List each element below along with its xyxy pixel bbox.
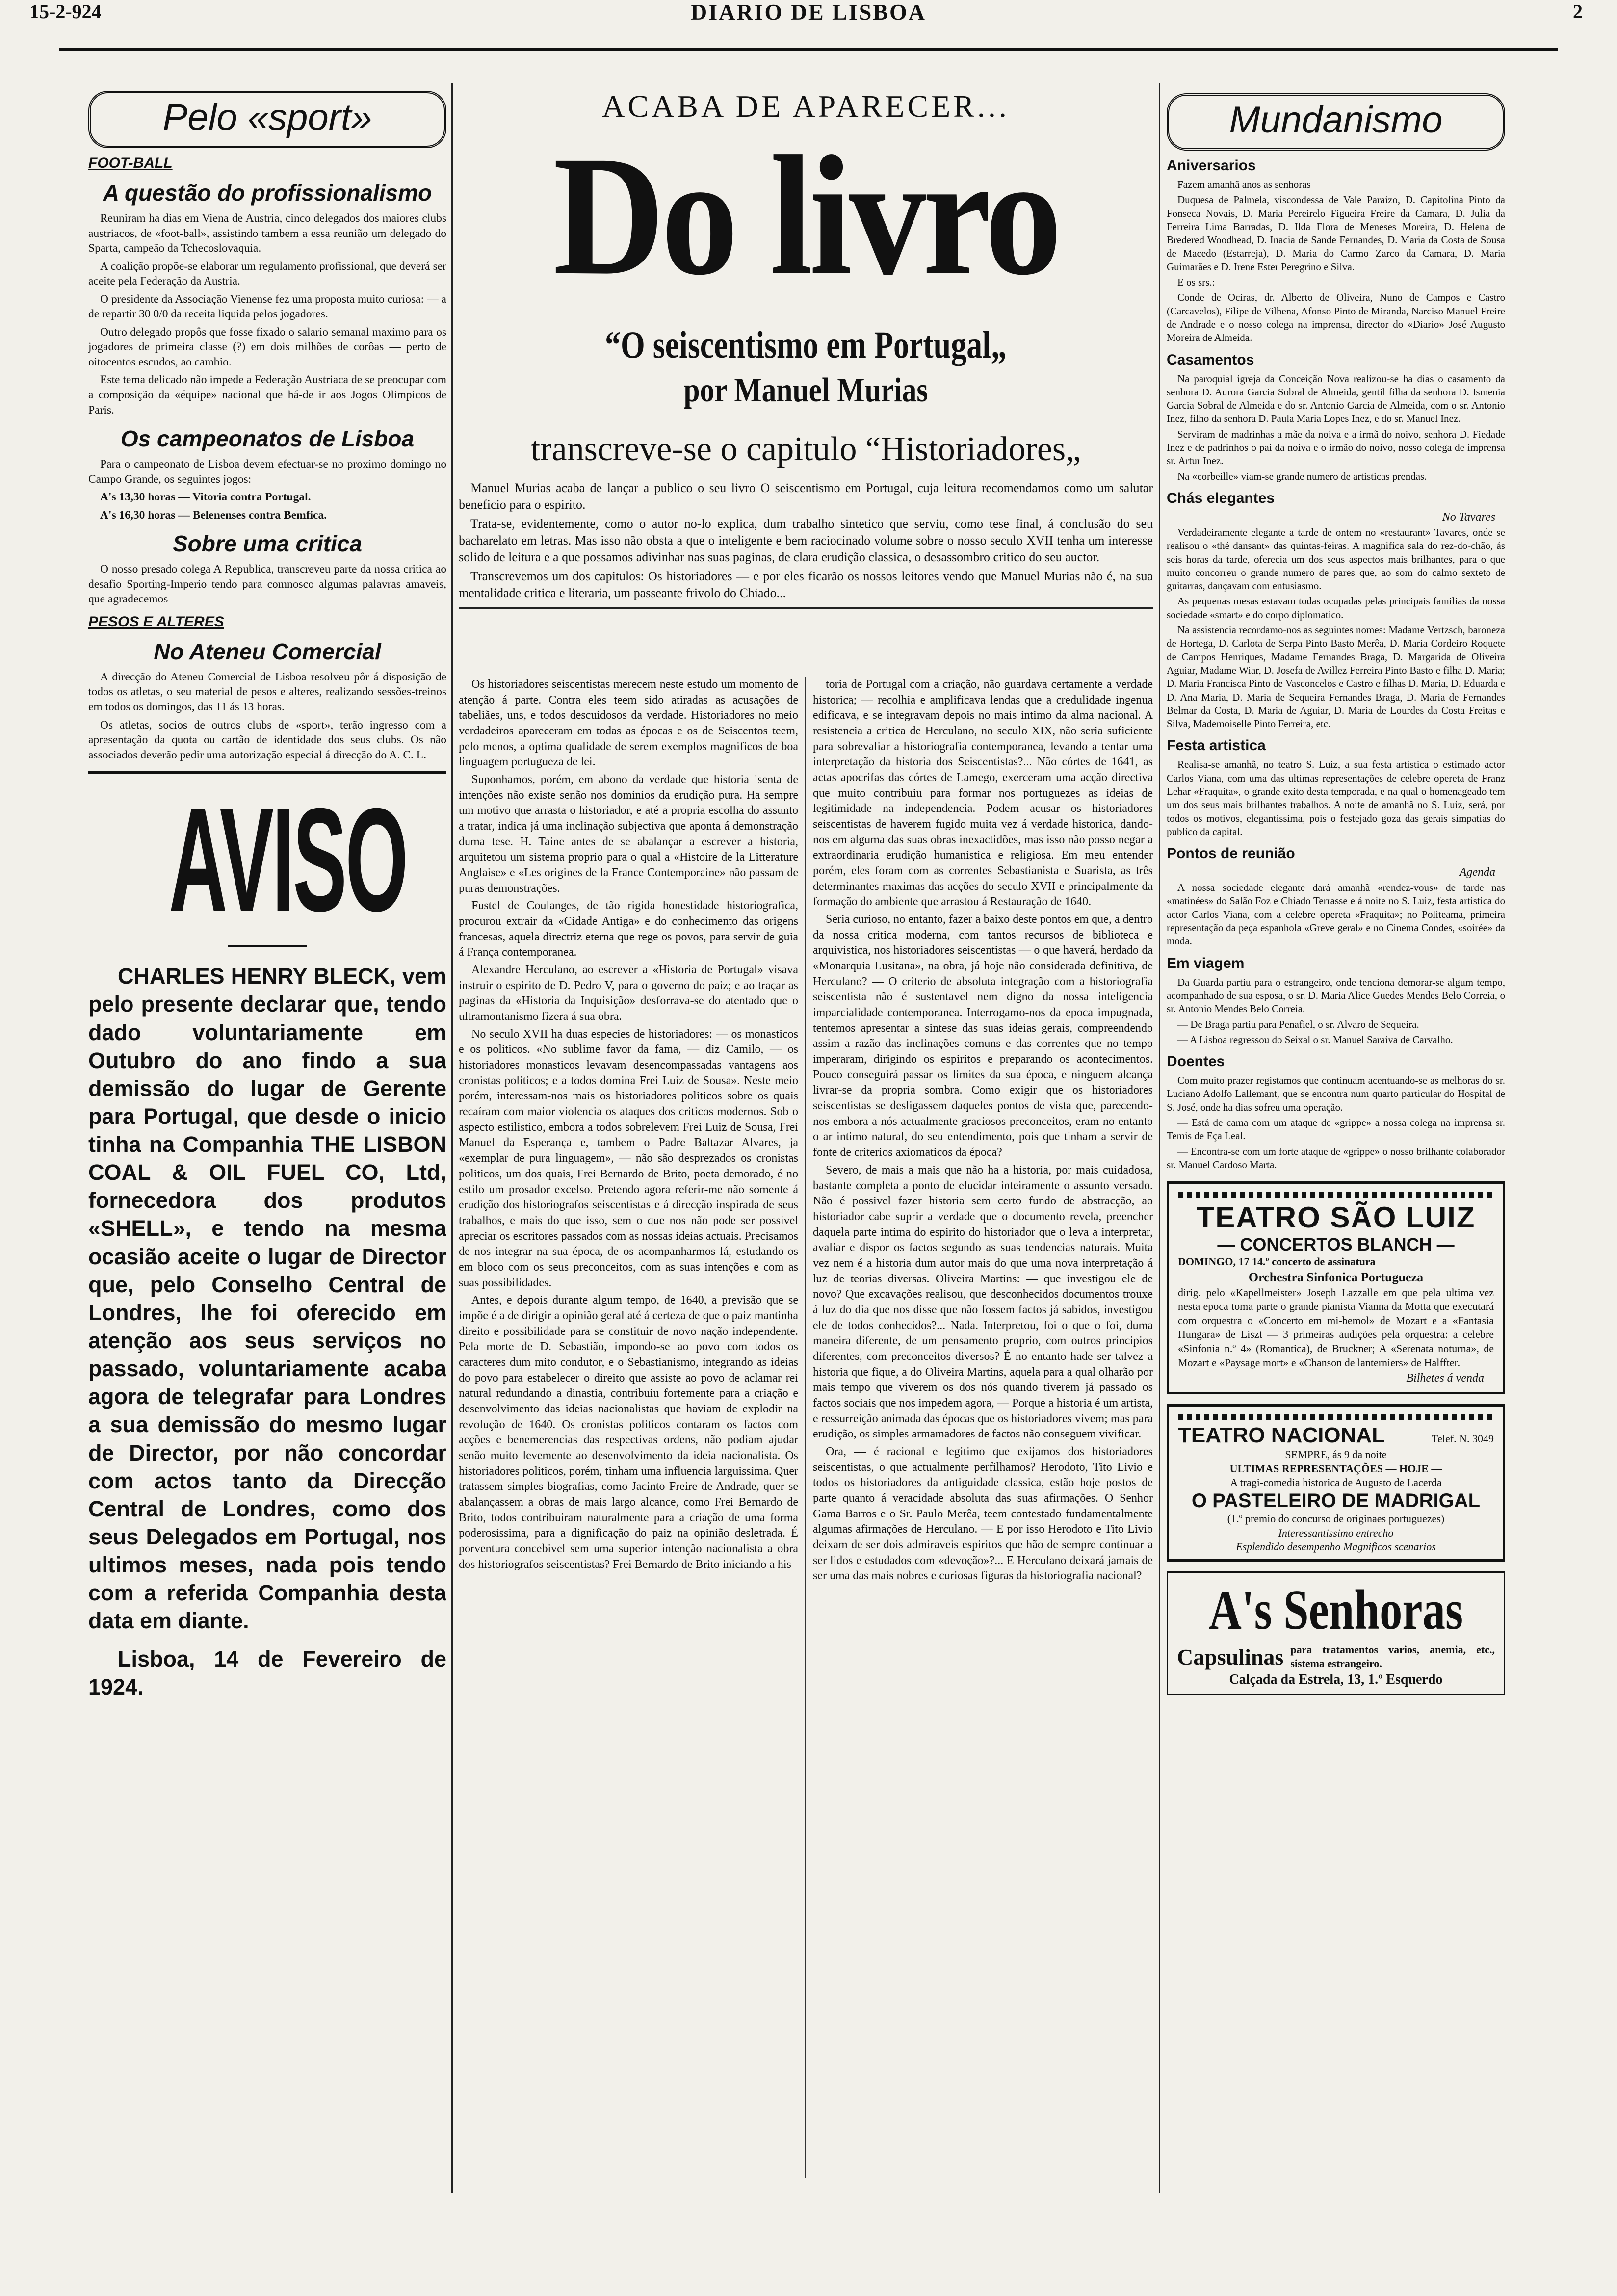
paragraph: E os srs.:	[1177, 276, 1215, 288]
paragraph: Suponhamos, porém, em abono da verdade que historia isenta de intenções não existe senão nos dominios da erudição pura. Ha sempre um motivo que arrasta o historiador, e até a propria escolha do assunto a tratar, indica já uma inclinação subjectiva que aponta á demonstração duma tese. H. Taine antes de se abalançar a escrever a historia, arquitetou um sistema proprio para o qual a «Histoire de la Litterature Anglaise» e «Les origines de la France Contemporaine» não passam de puras demonstrações.	[459, 773, 798, 895]
inner-column-divider	[805, 677, 806, 2178]
advert-brand: Capsulinas	[1177, 1644, 1284, 1670]
paragraph: Realisa-se amanhã, no teatro S. Luiz, a sua festa artistica o estimado actor Carlos Viana, com uma das ultimas representações de celebre opereta de Franz Lehar «Fraquita», o grande exito desta temporada, e na qual o homenageado tem um dos seus mais brilhantes trabalhos. A noite de amanhã no S. Luiz, será, por todos os motivos, elegantissima, pois o festejado goza das gerais simpatias do publico da capital.	[1167, 758, 1505, 837]
pesos-kicker: PESOS E ALTERES	[88, 613, 224, 630]
paragraph: — Está de cama com um ataque de «grippe» a nossa colega na imprensa sr. Temis de Eça Leal.	[1167, 1117, 1505, 1142]
article-viagem	[1167, 976, 1505, 1046]
center-column	[459, 88, 1153, 2178]
advert-teatro-sao-luiz	[1167, 1181, 1505, 1394]
paragraph: Seria curioso, no entanto, fazer a baixo deste pontos em que, a dentro da nossa critica moderna, com tantos recursos de biblioteca e arquivistica, nos historiadores seiscentistas — o que haverá, herdado da «Monarquia Lusitana», na obra, já hoje não considerada definitiva, de Herculano? — O criterio de absoluta integração com a historiografia seiscentista não é sustentavel nem digno da nossa inteligencia imparcialidade contemporanea. Interrogamo-nos da epoca impugnada, tentemos apresentar a sintese das suas ideias gerais, compreendendo assim a razão das inclinações comuns e das correntes que no tempo imperaram, dirigindo os espiritos e preparando os acontecimentos. Pouco conseguirá passar os limites da sua época, e ninguem alcança livrar-se da propria sombra. Como exigir que os historiadores seiscentistas se desligassem daqueles pontos de vista que, parecendo-nos embora a nós actualmente graciosos preconceitos, eram no entanto o ar intimo natural, do seu entendimento, pois que tinham a servir de fonte de criterios axiomaticos da época?	[813, 913, 1153, 1159]
paragraph: Os atletas, socios de outros clubs de «sport», terão ingresso com a apresentação da quota ou cartão de identidade dos seus clubs. Os não associados deverão pedir uma autorização especial á direcção do A. C. L.	[88, 718, 446, 761]
article-aniversarios	[1167, 178, 1505, 345]
paragraph: — A Lisboa regressou do Seixal o sr. Manuel Saraiva de Carvalho.	[1177, 1033, 1453, 1045]
article-doentes	[1167, 1074, 1505, 1172]
subhead-book-title: “O seiscentismo em Portugal„	[605, 323, 1007, 366]
aviso-notice	[88, 962, 446, 1701]
paragraph: Ora, — é racional e legitimo que exijamos dos historiadores seiscentistas, o que actualmente perfilhamos? Herodoto, Tito Livio e todos os historiadores da antiguidade classica, estão hoje postos de parte quanto á veracidade absoluta das suas afirmações. O Senhor Gama Barros e o Sr. Paulo Merêa, teem contestado fundamentalmente algumas afirmações de Herculano. — E por isso Herodoto e Tito Livio deixam de ser dois admiraveis espiritos que hão de sempre continuar a ser lidos e estudados com «devoção»?... E Herculano deixará jamais de ser uma das mais nobres e curiosas figuras da historiografia nacional?	[813, 1445, 1153, 1583]
paragraph: Na paroquial igreja da Conceição Nova realizou-se ha dias o casamento da senhora D. Aurora Garcia Sobral de Almeida, gentil filha da senhora D. Ismenia Garcia Sobral de Almeida e do sr. Antonio Garcia de Almeida, com o sr. Antonio Inez, filho da senhora D. Paula Maria Lopes Inez, e do sr. Manuel Inez.	[1167, 372, 1505, 425]
aviso-paragraph: CHARLES HENRY BLECK, vem pelo presente declarar que, tendo dado voluntariamente em Outubro do ano findo a sua demissão do lugar de Gerente para Portugal, que desde o inicio tinha na Companhia THE LISBON COAL & OIL FUEL CO, Ltd, fornecedora dos produtos «SHELL», e tendo na mesma ocasião aceite o lugar de Director que, pelo Conselho Central de Londres, lhe foi oferecido em atenção aos seus serviços no passado, voluntariamente acaba agora de telegrafar para Londres a sua demissão do mesmo lugar de Director, por não concordar com actos tanto da Direcção Central de Londres, como dos seus Delegados em Portugal, nos ultimos meses, nada pois tendo com a referida Companhia desta data em diante.	[88, 964, 446, 1634]
heading-viagem: Em viagem	[1167, 955, 1245, 971]
heading-casamentos: Casamentos	[1167, 351, 1254, 368]
newspaper-title: DIARIO DE LISBOA	[691, 0, 926, 25]
advert-text: para tratamentos varios, anemia, etc., sistema estrangeiro.	[1290, 1643, 1495, 1670]
paragraph: A's 16,30 horas — Belenenses contra Bemfica.	[100, 508, 327, 522]
football-kicker: FOOT-BALL	[88, 155, 173, 171]
paragraph: Os historiadores seiscentistas merecem neste estudo um momento de atenção á parte. Contra eles teem sido atiradas as acusações de tabeliães, uns, e todos descuidosos da verdade. Historiadores no meio verdadeiros apareceram em todas as épocas e os de Seiscentos teem, pelo menos, a optima qualidade de serem exemplos magnificos de boa linguagem portugueza de lei.	[459, 678, 798, 769]
advert-phone: Telef. N. 3049	[1432, 1433, 1494, 1445]
advert-prize: (1.º premio do concurso de originaes portuguezes)	[1227, 1512, 1445, 1525]
advert-line: Interessantissimo entrecho	[1278, 1526, 1394, 1539]
article-ateneu	[88, 670, 446, 762]
chas-subheading: No Tavares	[1442, 510, 1495, 523]
paragraph: Alexandre Herculano, ao escrever a «Historia de Portugal» visava instruir o espirito de D. Pedro V, para o governo do paiz; e ao traçar as paginas da «Historia da Inquisição» desforrava-se do atentado que o ultramontanismo fizera á sua obra.	[459, 964, 798, 1023]
paragraph: A nossa sociedade elegante dará amanhã «rendez-vous» de tarde nas «matinées» do Salão Foz e Chiado Terrasse e á noite no S. Luiz, festa artistica do actor Carlos Viana, com a celebre opereta «Fraquita»; no Politeama, primeira representação da peça espanhola «Greve geral» e no Cinema Condes, «soirée» da moda.	[1167, 882, 1505, 947]
heading-festa: Festa artistica	[1167, 737, 1266, 754]
paragraph: Transcrevemos um dos capitulos: Os historiadores — e por eles ficarão os nossos leitores vendo que Manuel Murias não é, na sua mentalidade critica e literaria, um passeante frivolo do Chiado...	[459, 569, 1153, 600]
left-column	[88, 91, 446, 2171]
paragraph: — Encontra-se com um forte ataque de «grippe» o nosso brilhante colaborador sr. Manuel Cardoso Marta.	[1167, 1145, 1505, 1171]
mundanismo-section-title: Mundanismo	[1167, 93, 1505, 151]
paragraph: A direcção do Ateneu Comercial de Lisboa resolveu pôr á disposição de todos os atletas, o seu material de pesos e alteres, realizando sessões-treinos em todos os domingos, das 11 ás 13 horas.	[88, 670, 446, 714]
advert-footer: Bilhetes á venda	[1406, 1372, 1484, 1385]
paragraph: Severo, de mais a mais que não ha a historia, por mais cuidadosa, bastante completa a ponto de elucidar inteiramente o assunto versado. Não é possivel fazer historia sem certo fundo de abstracção, ao historiador cabe suprir a verdade que o documento revela, preencher daquela parte intima do espirito do historiador que o leva a interpretar, avaliar e dispor os factos segundo as suas tendencias naturais. Muita vez nem é a historia dum autor mais do que uma nova interpretação á luz de teorias diversas. Oliveira Martins: — que investigou ele de novo? Que excavações realisou, que desconhecidos documentos trouxe á luz do dia que nos disse que não fossem factos já sabidos, investigou ele de todos conhecidos?... Nada. Interpretou, foi o que o foi, duma maneira diferente, de um pensamento proprio, com outros principios diferentes, com preconceitos diversos? É no entanto hade ser talvez a historia que fique, a do Oliveira Martins, aquela para a qual olharão por mais tempo que viverem os dos nós quando tiverem já passado os factos sociais que nos impedem agora, — Porque a historia é um artista, e ressurreição animada das épocas que os historiadores vivem; mas para erudição, os simples armamadores de factos não conseguem vivificar.	[813, 1163, 1153, 1441]
paragraph: Reuniram ha dias em Viena de Austria, cinco delegados dos maiores clubs austriacos, de «foot-ball», assistindo tambem a essa reunião um delegado do Sparta, campeão da Tchecoslovaquia.	[88, 212, 446, 255]
heading-chas: Chás elegantes	[1167, 490, 1275, 506]
paragraph: Serviram de madrinhas a mãe da noiva e a irmã do noivo, senhora D. Fiedade Inez e de padrinhos o pai da noiva e o irmão do noivo, nosso colega de imprensa sr. Artur Inez.	[1167, 428, 1505, 467]
advert-title: TEATRO SÃO LUIZ	[1196, 1201, 1476, 1234]
advert-line: SEMPRE, ás 9 da noite	[1285, 1448, 1387, 1461]
section-rule	[88, 771, 446, 774]
kicker-acaba: ACABA DE APARECER...	[602, 89, 1010, 124]
paragraph: Fazem amanhã anos as senhoras	[1177, 179, 1311, 190]
advert-line: Esplendido desempenho Magnificos scenarios	[1236, 1540, 1436, 1553]
column-divider-right	[1159, 83, 1160, 2193]
paragraph: Para o campeonato de Lisboa devem efectuar-se no proximo domingo no Campo Grande, os seguintes jogos:	[88, 458, 446, 486]
paragraph: A's 13,30 horas — Vitoria contra Portugal.	[100, 491, 311, 504]
paragraph: toria de Portugal com a criação, não guardava certamente a verdade historica; — recolhia e amplificava lendas que a credulidade ingenua edificava, e se integravam depois no mais intimo da alma nacional. A resistencia a critica de Herculano, no seculo XIX, não seria suficiente para sobrevaliar a historiografia contemporanea, levando a tentar uma interpretação da historia dos Seiscentistas?... Não córtes de 1641, as actas apocrifas das córtes de Lamego, exerceram uma acção directiva que muito contribuiu para formar nos portuguezes as ideias de legitimidade na independencia. Podem acusar os historiadores seiscentistas de haverem fugido muita vez á verdade historica, dando-nos em alguma das suas obras inexactidões, mas isso não posso negar a extraordinaria erudição humanistica e religiosa. Em meu entender porém, eles foram com as correntes Sebastianista e Suarista, as três determinantes maximas das acções do seculo XVII e principalmente da formação do ambiente que arrastou á Restauração de 1640.	[813, 678, 1153, 909]
sport-section-title: Pelo «sport»	[88, 91, 446, 148]
aviso-signature: Lisboa, 14 de Fevereiro de 1924.	[88, 1646, 446, 1699]
paragraph: A coalição propõe-se elaborar um regulamento profissional, que deverá ser aceite pela Federação da Austria.	[88, 260, 446, 288]
advert-teatro-nacional	[1167, 1404, 1505, 1562]
paragraph: Conde de Ociras, dr. Alberto de Oliveira, Nuno de Campos e Castro (Carcavelos), Filipe de Vilhena, Afonso Pinto de Miranda, Narciso Manuel Freire de Andrade e o nosso colega na imprensa, director do «Diario» José Augusto Moreira de Almeida.	[1167, 291, 1505, 344]
heading-critica: Sobre uma critica	[172, 531, 363, 557]
advert-address: Calçada da Estrela, 13, 1.º Esquerdo	[1229, 1671, 1443, 1687]
paragraph: O presidente da Associação Vienense fez uma proposta muito curiosa: — a de repartir 30 0/0 da receita liquida pelos jogadores.	[88, 292, 446, 321]
pontos-subheading: Agenda	[1459, 866, 1495, 879]
column-divider-left	[451, 83, 453, 2193]
right-column	[1167, 93, 1505, 2173]
subhead-author: por Manuel Murias	[683, 371, 928, 409]
article-profissionalismo	[88, 211, 446, 417]
advert-orchestra: Orchestra Sinfonica Portugueza	[1248, 1270, 1424, 1284]
paragraph: Da Guarda partiu para o estrangeiro, onde tenciona demorar-se algum tempo, acompanhado de sua esposa, o sr. D. Maria Alice Guedes Mendes Belo Correia, o sr. Antonio Mendes Belo Correia.	[1167, 976, 1505, 1015]
heading-aniversarios: Aniversarios	[1167, 157, 1256, 174]
heading-pontos: Pontos de reunião	[1167, 845, 1295, 862]
article-casamentos	[1167, 372, 1505, 483]
advert-line: A tragi-comedia historica de Augusto de Lacerda	[1230, 1476, 1442, 1489]
advert-body: dirig. pelo «Kapellmeister» Joseph Lazzalle em que pela ultima vez nesta epoca toma parte o grande pianista Vianna da Motta que executará com orquestra o «Concerto em mi-bemol» de Mozart e a «Fantasia Hungara» de Liszt — 3 primeiras audições pela orquestra: a celebre «Sinfonia n.º 4» (Romantica), de Bruckner; A «Serenata noturna», de Mozart e «Paysage mort» e «Chanson de lanterniers» de Halffter.	[1178, 1286, 1494, 1369]
paragraph: Trata-se, evidentemente, como o autor no-lo explica, dum trabalho sintetico que serviu, como tese final, á conclusão do seu bacharelato em letras. Mas isso não obsta a que o inteligente e bem raciocinado volume sobre o nosso seculo XVII tenha um interesse solido de leitura e a que possamos adivinhar nas suas paginas, de clara erudição classica, o desassombro critico do seu auctor.	[459, 516, 1153, 565]
paragraph: O nosso presado colega A Republica, transcreveu parte da nossa critica ao desafio Sporting-Imperio tendo para comnosco algumas palavras amaveis, que agradecemos	[88, 563, 446, 606]
heading-profissionalismo: A questão do profissionalismo	[103, 180, 432, 206]
advert-headline: A's Senhoras	[1208, 1578, 1463, 1642]
article-chas	[1167, 526, 1505, 731]
decorative-border	[1178, 1192, 1494, 1198]
paragraph: Outro delegado propôs que fosse fixado o salario semanal maximo para os jogadores de primeira classe (?) em dois milhões de corôas — perto de oitocentos escudos, ao cambio.	[88, 325, 446, 368]
masthead	[0, 0, 1617, 29]
paragraph: Verdadeiramente elegante a tarde de ontem no «restaurant» Tavares, onde se realisou o «thé dansant» das quintas-feiras. A magnifica sala do rez-do-chão, ás seis horas da tarde, oferecia um dos seus aspectos mais brilhantes, para o que muito concorreu o grande numero de pares que, ao som do calmo sexteto de guitarras, dançavam com entusiasmo.	[1167, 526, 1505, 592]
article-column-a	[459, 677, 798, 2178]
advert-play-title: O PASTELEIRO DE MADRIGAL	[1191, 1489, 1481, 1512]
advert-subtitle: — CONCERTOS BLANCH —	[1217, 1234, 1455, 1255]
heading-ateneu: No Ateneu Comercial	[154, 638, 381, 664]
page-number: 2	[1573, 0, 1583, 23]
paragraph: No seculo XVII ha duas especies de historiadores: — os monasticos e os politicos. «No sublime favor da fama, — diz Camilo, — os historiadores monasticos levavam desencompassadas vantagens aos cronistas politicos; e a todos domina Frei Luiz de Sousa». Neste meio porém, interessam-nos mais os historiadores politicos sobre os quais recaíram com maior violencia os ataques dos criticos modernos. Sob o aspecto estilistico, embora a todos sobrelevem Frei Luiz de Sousa, Frei Manuel da Esperança e, tambem o Padre Baltazar Alvares, ja «exemplar de pura linguagem», — não são desprezados os cronistas politicos, um dos quais, Frei Bernardo de Brito, poeta demorado, é no estilo um prosador excelso. Pretendo agora referir-me não somente á erudição dos historiografos seiscentistas e á direcção inspirada de seus trabalhos, e mais do que isso, sem o que nos não pode ser possivel apreciar os escritores passados com as nossas ideias actuais. Precisamos de nos integrar na sua época, de os acompanharmos lá, estudando-os em bloco com os seus preconceitos, com as suas intenções e com as suas possibilidades.	[459, 1027, 798, 1289]
paragraph: — De Braga partiu para Penafiel, o sr. Alvaro de Sequeira.	[1177, 1018, 1419, 1030]
aviso-rule	[228, 945, 307, 947]
article-critica	[88, 562, 446, 607]
aviso-title: AVISO	[169, 777, 407, 942]
advert-title-row	[1178, 1423, 1494, 1448]
article-campeonatos	[88, 457, 446, 522]
paragraph: Manuel Murias acaba de lançar a publico o seu livro O seiscentismo em Portugal, cuja leitura recomendamos como um salutar beneficio para o espirito.	[459, 481, 1153, 512]
paragraph: Na assistencia recordamo-nos as seguintes nomes: Madame Vertzsch, baroneza de Hortega, D. Carlota de Serpa Pinto Basto Merêa, D. Maria Cordeiro Roquete de Campos Henriques, Madame Fernandes Braga, D. Margarida de Oliveira Aguiar, Madame Wiar, D. Josefa de Avillez Ferreira Pinto Basto e filha D. Maria; D. Maria Francisca Pinto de Vasconcelos e Castro e filhas D. Maria, D. Eduarda e D. Ana Maria, D. Maria de Sequeira Fernandes Braga, D. Maria de Fernandes Belmar da Costa, D. Maria de Aguiar, D. Maria de Lourdes da Costa Freitas e Silva, Mademoiselle Pinto Ferreira, etc.	[1167, 624, 1505, 730]
advert-capsulinas	[1167, 1571, 1505, 1696]
paragraph: Fustel de Coulanges, de tão rigida honestidade historiografica, procurou extrair da «Cidade Antiga» e do conhecimento das origens francesas, aquela directriz eterna que rege os povos, para servir de guia á França contemporanea.	[459, 899, 798, 959]
top-rule	[59, 48, 1558, 51]
heading-campeonatos: Os campeonatos de Lisboa	[120, 426, 415, 452]
advert-line: ULTIMAS REPRESENTAÇÕES — HOJE —	[1229, 1462, 1442, 1475]
intro-rule	[459, 607, 1153, 609]
heading-doentes: Doentes	[1167, 1053, 1225, 1070]
article-body	[459, 677, 1153, 2178]
issue-date: 15-2-924	[29, 0, 102, 23]
decorative-border	[1178, 1414, 1494, 1420]
advert-title: TEATRO NACIONAL	[1178, 1423, 1385, 1448]
headline-do-livro: Do livro	[553, 120, 1059, 311]
article-column-b	[813, 677, 1153, 2178]
paragraph: Na «corbeille» viam-se grande numero de artisticas prendas.	[1177, 470, 1427, 482]
paragraph: Com muito prazer registamos que continuam acentuando-se as melhoras do sr. Luciano Adolfo Lallemant, que se encontra num quarto particular do Hospital de S. José, onde ha dias sofreu uma operação.	[1167, 1074, 1505, 1113]
article-intro	[459, 480, 1153, 601]
paragraph: As pequenas mesas estavam todas ocupadas pelas principais familias da nossa sociedade «smart» e do corpo diplomatico.	[1167, 595, 1505, 621]
paragraph: Antes, e depois durante algum tempo, de 1640, a previsão que se impõe é a de dirigir a opinião geral até á certeza de que o paiz mantinha direito e possibilidade para se constituir de novo nação independente. Pela morte de D. Sebastião, impondo-se ao povo com todos os caracteres dum mito condutor, e o Sebastianismo, integrando as ideias do povo para estabelecer o direito que assiste ao povo de aclamar rei natural redundando a dinastia, contribuiu fortemente para a criação e desenvolvimento das ideias nacionalistas que haviam de explodir na revolução de 1640. Os cronistas politicos contaram os factos com acções e benemerencias das respectivas ordens, não podiam ajudar senão muito levemente ao desenvolvimento da ideia nacionalista. Os historiadores politicos, porém, tinham uma influencia larguissima. Quer tratassem simples biografias, como Jacinto Freire de Andrade, quer se abalançassem a obras de mais largo alcance, como Frei Bernardo de Brito, todos contribuiram naturalmente para a criação de uma forma poderosissima, para a dignificação do paiz na opinião desletrada. É porventura concebivel sem uma superior intenção nacionalista a obra dos historiografos seiscentistas? Frei Bernardo de Brito iniciando a his-	[459, 1294, 798, 1571]
article-pontos	[1167, 881, 1505, 948]
article-festa	[1167, 758, 1505, 838]
advert-row	[1177, 1643, 1495, 1671]
subhead-chapter: transcreve-se o capitulo “Historiadores„	[530, 430, 1081, 468]
paragraph: Este tema delicado não impede a Federação Austriaca de se preocupar com a composição da «équipe» nacional que há-de ir aos Jogos Olimpicos de Paris.	[88, 373, 446, 417]
paragraph: Duquesa de Palmela, viscondessa de Vale Paraizo, D. Capitolina Pinto da Fonseca Novais, D. Maria Pereirelo Figueira Freire da Camara, D. Julia da Ferreira Lima Barradas, D. Ilda Flora de Meneses Moreira, D. Helena de Bredered Woodhead, D. Inacia de Sande Fernandes, D. Maria da Costa de Sousa de Macedo (Estarreja), D. Maria do Carmo Zarco da Camara, D. Maria Guimarães e D. Irene Ester Peregrino e Silva.	[1167, 194, 1505, 273]
advert-date-line: DOMINGO, 17 14.º concerto de assinatura	[1178, 1255, 1376, 1268]
